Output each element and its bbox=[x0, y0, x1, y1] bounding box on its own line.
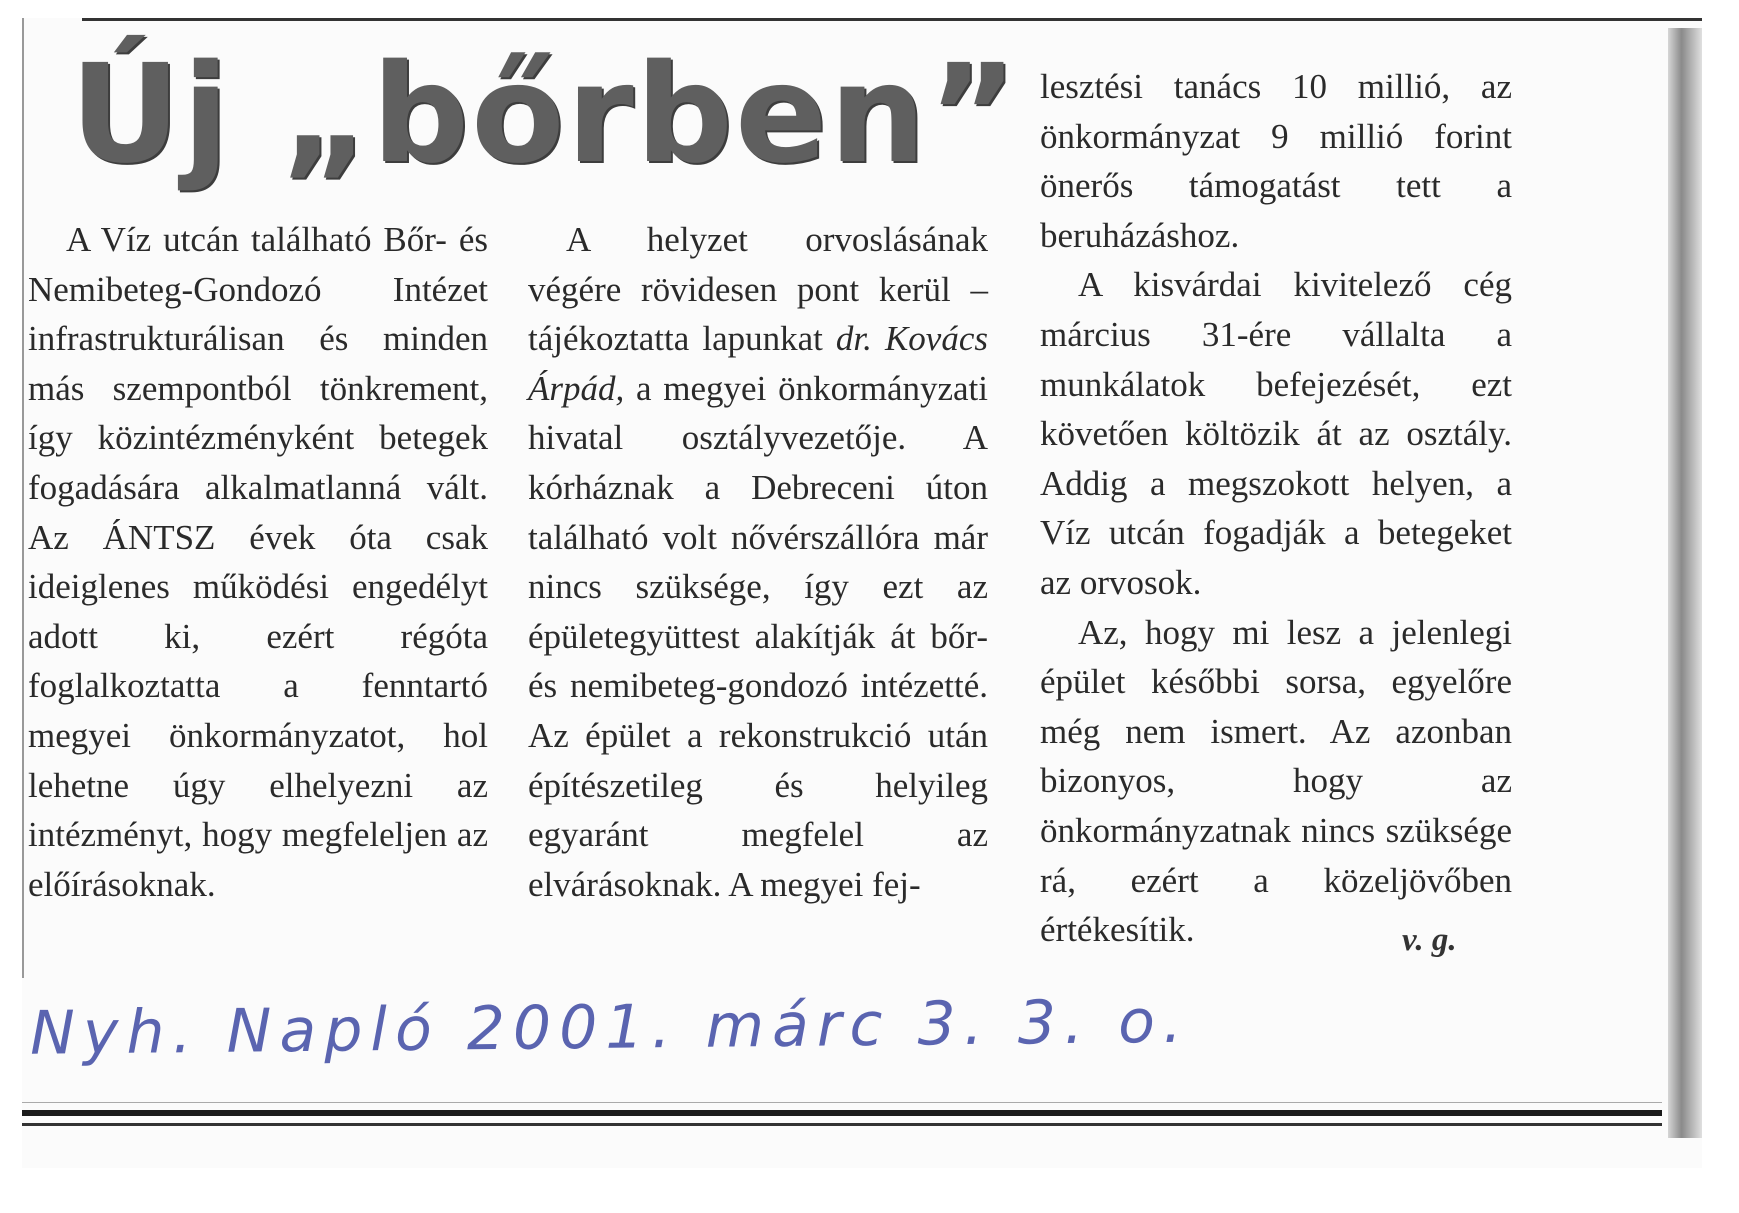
handwritten-source-note: Nyh. Napló 2001. márc 3. 3. o. bbox=[29, 986, 1191, 1069]
article-headline: Új „bőrben” bbox=[70, 36, 1020, 194]
bottom-faint-rule bbox=[22, 1102, 1662, 1103]
paragraph: A Víz utcán található Bőr- és Nemibeteg-Gondozó Intézet infrastrukturálisan és minden más szempontból tönkrement, így közintézményként betegek fogadására alkalmatlanná vált. Az ÁNTSZ évek óta csak ideiglenes működési engedélyt adott ki, ezért régóta foglalkoztatta a fenntartó megyei önkormányzatot, hol lehetne úgy elhelyezni az intézményt, hogy megfeleljen az előírásoknak. bbox=[28, 220, 488, 904]
paragraph: A kisvárdai kivitelező cég március 31-ére vállalta a munkálatok befejezését, ezt követően költözik át az osztály. Addig a megszokott helyen, a Víz utcán fogadják a betegeket az orvosok. bbox=[1040, 265, 1512, 602]
article-column-3 bbox=[1040, 62, 1512, 955]
article-column-2 bbox=[528, 215, 988, 909]
scan-edge-shadow bbox=[1668, 28, 1702, 1138]
bottom-rule-thick bbox=[22, 1110, 1662, 1116]
paragraph-text: a megyei önkormányzati hivatal osztályvezetője. A kórháznak a Debreceni úton található volt nővérszállóra már nincs szüksége, így ezt az épületegyüttest alakítják át bőr- és nemibeteg-gondozó intézetté. Az épület a rekonstrukció után építészetileg és helyileg egyaránt megfelel az elvárásoknak. A megyei fej- bbox=[528, 368, 988, 904]
author-signature: v. g. bbox=[1402, 922, 1457, 958]
person-name: dr. Kovács Árpád, bbox=[528, 319, 988, 408]
article-column-1 bbox=[28, 215, 488, 909]
paragraph bbox=[528, 215, 988, 909]
paragraph-text: A helyzet orvoslásának végére rövidesen pont kerül – tájékoztatta lapunkat bbox=[528, 220, 988, 359]
left-edge bbox=[22, 18, 24, 978]
paragraph: lesztési tanács 10 millió, az önkormányzat 9 millió forint önerős támogatást tett a beruházáshoz. bbox=[1040, 67, 1512, 255]
paragraph: Az, hogy mi lesz a jelenlegi épület későbbi sorsa, egyelőre még nem ismert. Az azonban bizonyos, hogy az önkormányzatnak nincs szüksége rá, ezért a közeljövőben értékesítik. bbox=[1040, 612, 1512, 950]
top-rule bbox=[82, 18, 1702, 21]
bottom-rule-thin bbox=[22, 1123, 1662, 1126]
